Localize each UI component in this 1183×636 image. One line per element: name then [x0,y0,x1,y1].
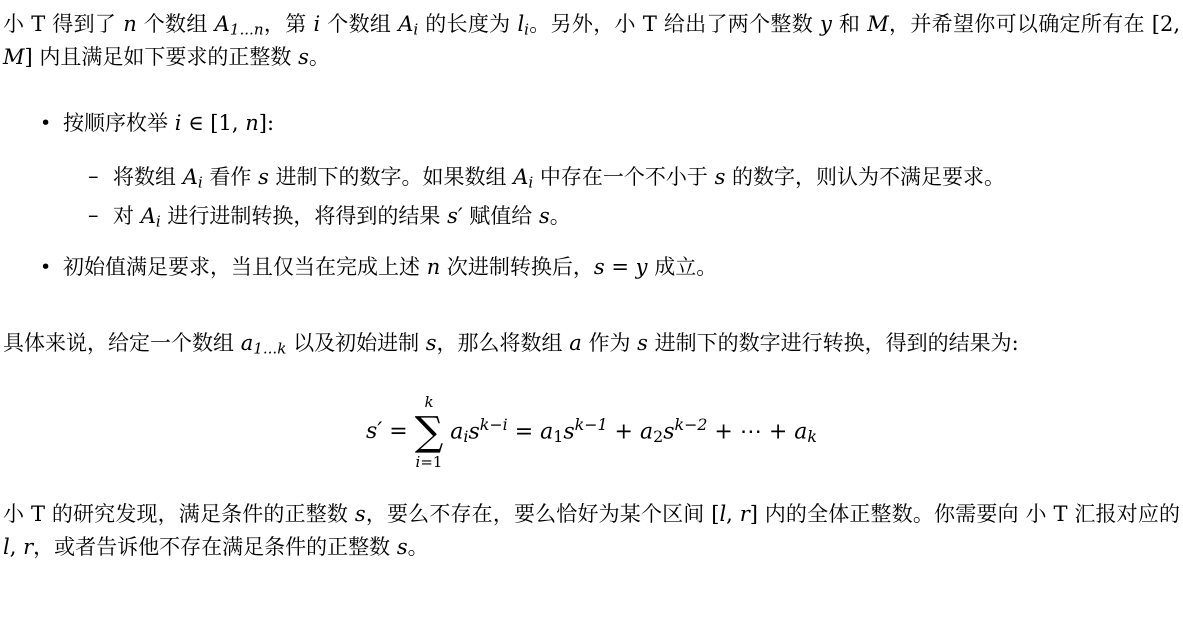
sub-item-digit-check-text: 将数组 Ai 看作 s 进制下的数字。如果数组 Ai 中存在一个不小于 s 的数字，则认为不满足要求。 [113,165,1006,192]
enumerate-text: 按顺序枚举 i ∈ [1, n]: [63,111,275,135]
dash-icon: – [88,203,99,227]
conversion-formula [3,390,1180,474]
initial-condition-text: 初始值满足要求，当且仅当在完成上述 n 次进制转换后，s = y 成立。 [63,255,718,279]
dash-icon: – [88,164,99,188]
bullet-icon: • [40,112,52,134]
sub-item-base-convert [63,200,1180,233]
formula-lhs: s′ = [366,418,408,444]
conclusion-paragraph: 小 T 的研究发现，满足条件的正整数 s，要么不存在，要么恰好为某个区间 [l, r] 内的全体正整数。你需要向 小 T 汇报对应的 l, r，或者告诉他不存在满足条件的正整数 s。 [3,502,1180,559]
sub-list [63,161,1180,233]
formula-rhs: $ais^{k-i} = a1s^{k-1} + a2s^{k-2}$ + ⋯ + ak [450,415,817,447]
list-item-enumerate [3,107,1180,233]
sum-icon: ∑ [414,409,444,455]
bullet-icon: • [40,256,52,278]
sum-upper-limit: k [424,393,434,411]
intro-paragraph: 小 T 得到了 n 个数组 A1...n，第 i 个数组 Ai 的长度为 li。另外，小 T 给出了两个整数 y 和 M，并希望你可以确定所有在 [2, M] 内且满足如下要求的正整数 s。 [3,12,1180,69]
bullet-list [3,107,1180,284]
list-item-initial-condition [3,251,1180,284]
sum-lower-limit: i=1 [415,453,443,471]
summation [415,393,444,471]
definition-paragraph: 具体来说，给定一个数组 a1...k 以及初始进制 s，那么将数组 a 作为 s 进制下的数字进行转换，得到的结果为: [3,331,1019,358]
sub-item-base-convert-text: 对 Ai 进行进制转换，将得到的结果 s′ 赋值给 s。 [113,204,571,231]
sub-item-digit-check [63,161,1180,194]
